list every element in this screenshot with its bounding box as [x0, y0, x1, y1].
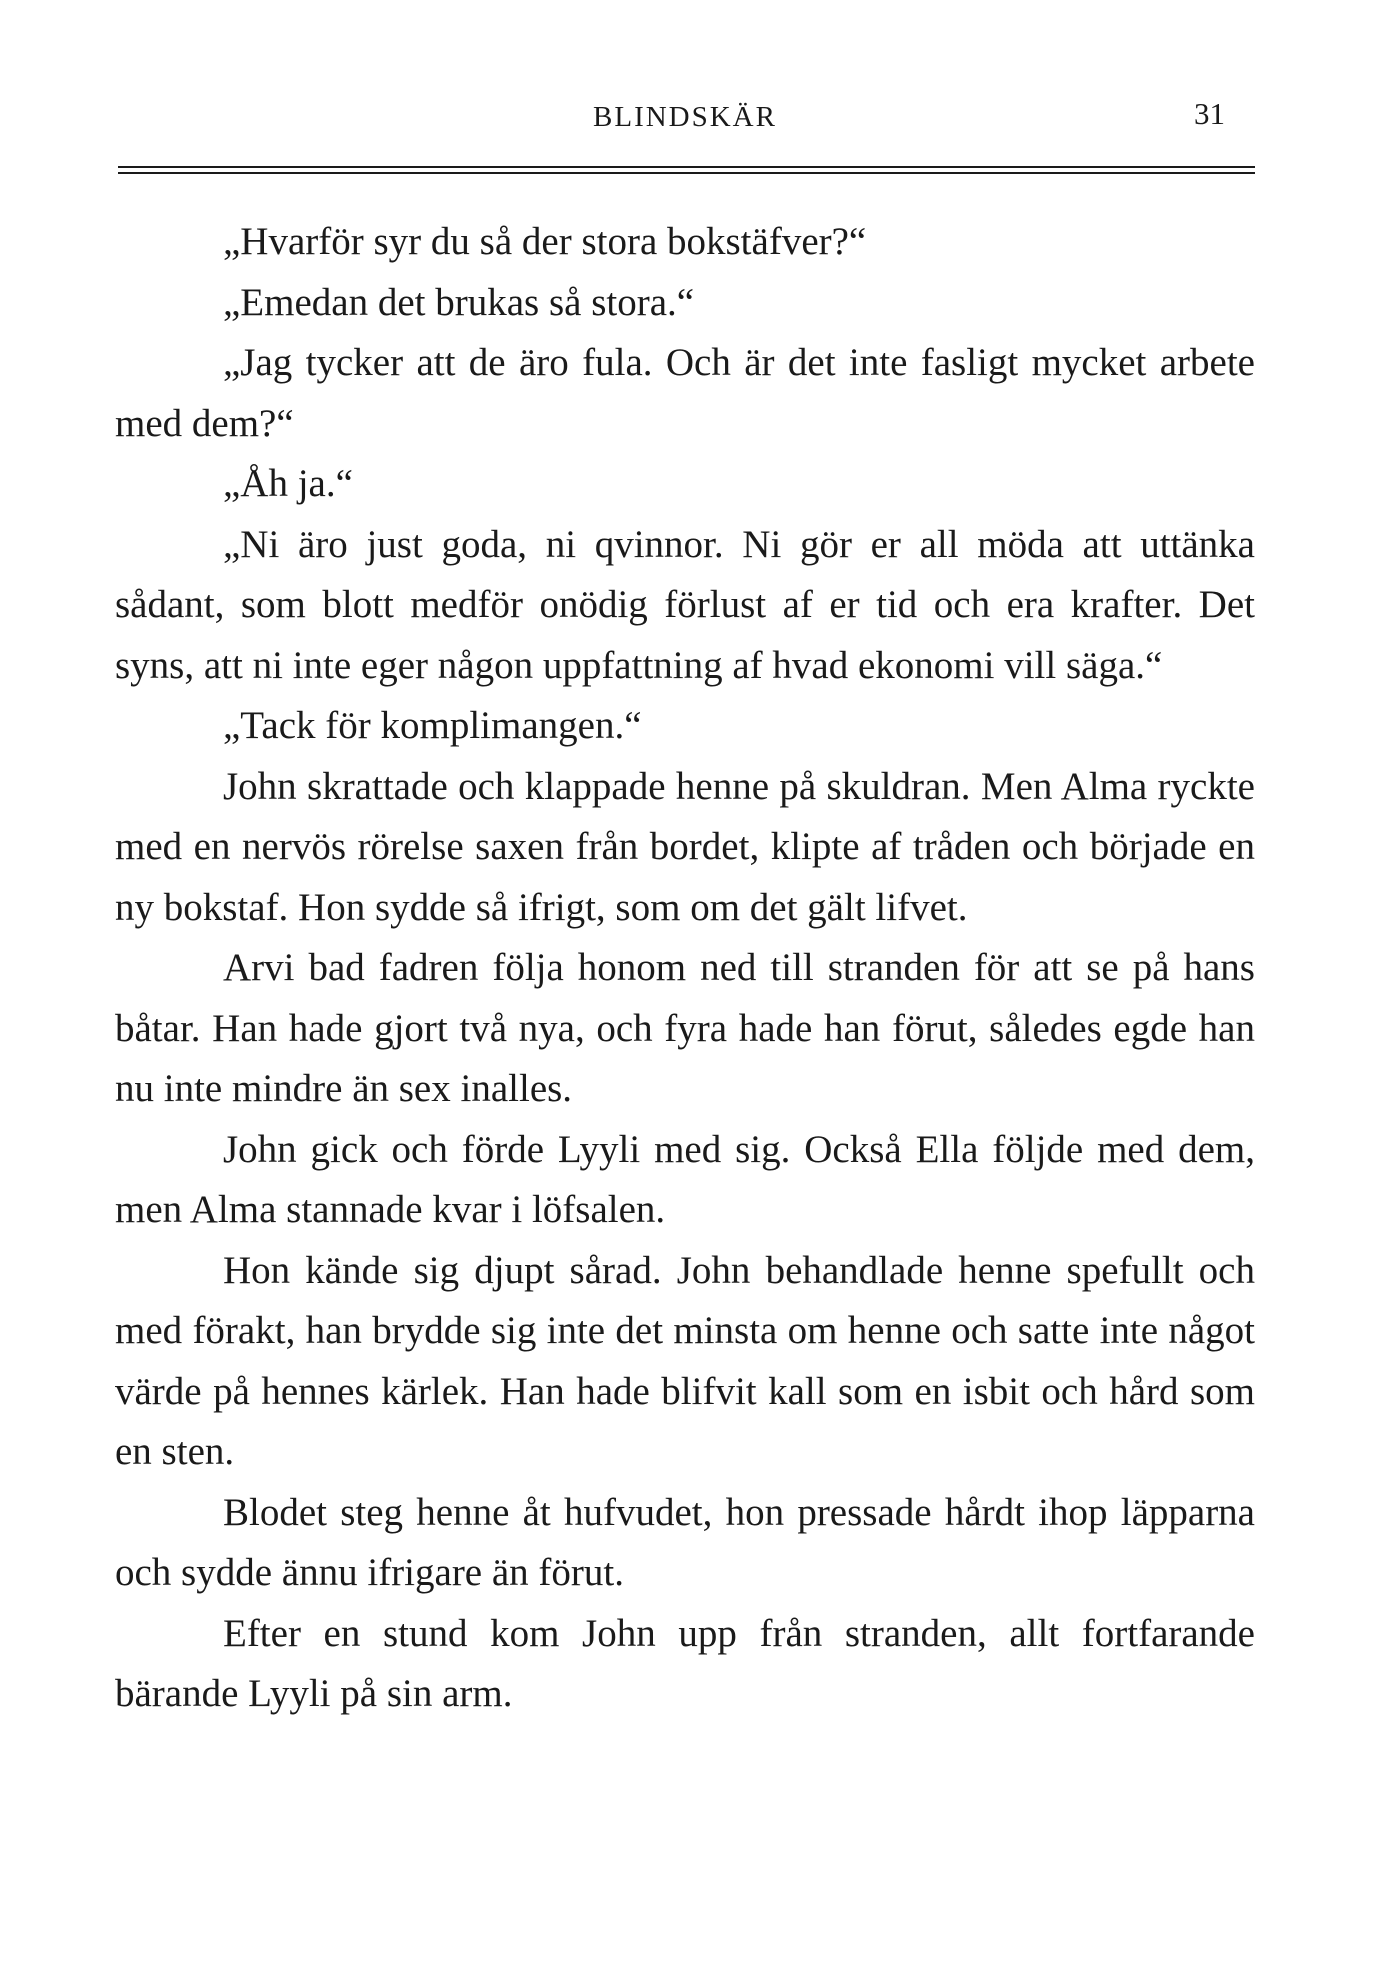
paragraph: „Emedan det brukas så stora.“: [223, 280, 695, 324]
header-rule-top: [118, 166, 1255, 168]
header-rule-bottom: [118, 172, 1255, 174]
paragraph: „Jag tycker att de äro fula. Och är det inte fasligt mycket arbete med dem?“: [115, 341, 1255, 445]
paragraph: John gick och förde Lyyli med sig. Också Ella följde med dem, men Alma stannade kvar i löfsalen.: [115, 1127, 1255, 1231]
running-head: [115, 98, 1255, 148]
paragraph: Efter en stund kom John upp från stranden, allt fortfarande bärande Lyyli på sin arm.: [115, 1611, 1255, 1715]
paragraph: „Hvarför syr du så der stora bokstäfver?“: [223, 220, 867, 263]
paragraph: „Tack för komplimangen.“: [223, 704, 642, 747]
paragraph: Blodet steg henne åt hufvudet, hon pressade hårdt ihop läpparna och sydde ännu ifrigare än förut.: [115, 1490, 1255, 1594]
running-title: BLINDSKÄR: [593, 101, 777, 133]
paragraph: Arvi bad fadren följa honom ned till stranden för att se på hans båtar. Han hade gjort två nya, och fyra hade han förut, således egde han nu inte mindre än sex inalles.: [115, 946, 1255, 1110]
paragraph: Hon kände sig djupt sårad. John behandlade henne spefullt och med förakt, han brydde sig inte det minsta om henne och satte inte något värde på hennes kärlek. Han hade blifvit kall som en isbit och hård som en sten.: [115, 1248, 1255, 1473]
body-text: [115, 212, 1255, 1725]
paragraph: John skrattade och klappade henne på skuldran. Men Alma ryckte med en nervös rörelse saxen från bordet, klipte af tråden och började en ny bokstaf. Hon sydde så ifrigt, som om det gält lifvet.: [115, 764, 1255, 929]
paragraph: „Åh ja.“: [223, 462, 353, 505]
page-number: 31: [1194, 96, 1225, 131]
paragraph: „Ni äro just goda, ni qvinnor. Ni gör er all möda att uttänka sådant, som blott medför onödig förlust af er tid och era krafter. Det syns, att ni inte eger någon uppfattning af hvad ekonomi vill säga.“: [115, 522, 1255, 687]
